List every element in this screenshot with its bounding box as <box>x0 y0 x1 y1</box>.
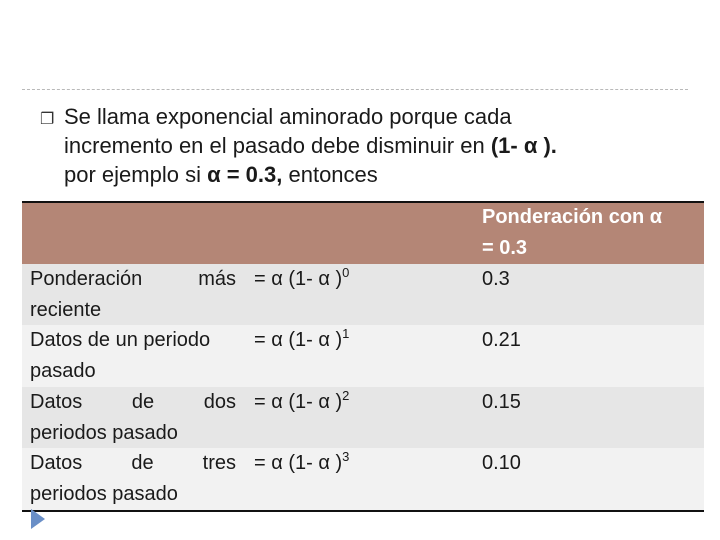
row-formula <box>254 325 349 356</box>
label-word: Datos <box>30 452 83 474</box>
explanation-text <box>64 102 680 189</box>
row-value: 0.21 <box>482 329 521 351</box>
label-line-1: Datos de un periodo <box>30 329 211 351</box>
header-weight-alpha <box>482 202 662 264</box>
label-line-2: periodos pasado <box>30 422 178 444</box>
play-arrow-icon[interactable] <box>31 509 45 529</box>
header-line-1: Ponderación con α <box>482 206 663 228</box>
explanation-line-2 <box>64 131 680 160</box>
row-formula <box>254 387 349 418</box>
formula-text: = α (1- α ) <box>254 391 343 413</box>
formula-text: = α (1- α ) <box>254 329 343 351</box>
row-label <box>30 264 236 326</box>
label-line-2: reciente <box>30 299 102 321</box>
row-value: 0.10 <box>482 452 521 474</box>
label-word: tres <box>202 452 236 474</box>
explanation-line-1: Se llama exponencial aminorado porque cada <box>64 104 512 129</box>
formula-text: = α (1- α ) <box>254 268 343 290</box>
label-word: Ponderación <box>30 268 143 290</box>
top-divider <box>22 89 688 90</box>
line3-text: por ejemplo si <box>64 162 208 187</box>
row-label <box>30 325 236 387</box>
label-line-2: periodos pasado <box>30 483 178 505</box>
explanation-paragraph <box>40 102 680 189</box>
table-row <box>22 264 704 325</box>
table-row <box>22 448 704 510</box>
formula-exponent: 2 <box>342 388 350 403</box>
row-formula <box>254 448 349 479</box>
row-value: 0.15 <box>482 391 521 413</box>
wingding-bullet-icon: ❐ <box>40 111 55 128</box>
row-value: 0.3 <box>482 268 510 290</box>
label-word: Datos <box>30 391 83 413</box>
label-word: más <box>198 268 236 290</box>
formula-exponent: 1 <box>342 326 350 341</box>
line3-bold: α = 0.3, <box>207 162 283 187</box>
line2-bold: (1- α ). <box>490 133 557 158</box>
table-row <box>22 325 704 387</box>
formula-text: = α (1- α ) <box>254 452 343 474</box>
line3-text-end: entonces <box>282 162 378 187</box>
label-line-2: pasado <box>30 360 96 382</box>
formula-exponent: 3 <box>342 449 350 464</box>
header-line-2: = 0.3 <box>482 237 528 259</box>
row-formula <box>254 264 349 295</box>
label-word: de <box>131 391 155 413</box>
label-word: dos <box>203 391 236 413</box>
table-header-row <box>22 203 704 264</box>
explanation-line-3 <box>64 160 680 189</box>
table-row <box>22 387 704 448</box>
row-label <box>30 448 236 510</box>
label-word: de <box>131 452 154 474</box>
row-label <box>30 387 236 449</box>
weights-table <box>22 201 704 512</box>
formula-exponent: 0 <box>342 265 350 280</box>
line2-text: incremento en el pasado debe disminuir en <box>64 133 491 158</box>
